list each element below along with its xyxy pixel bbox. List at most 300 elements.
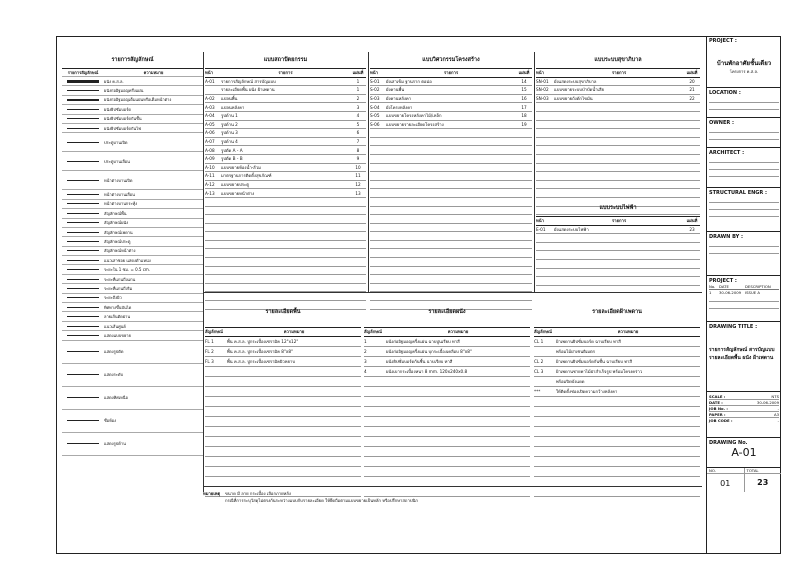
floor-header (205, 327, 361, 337)
legend-meaning: สัญลักษณ์ประตู (104, 238, 131, 244)
empty-row (536, 251, 700, 260)
date-label: DATE : (709, 400, 723, 405)
arch-cell: A-10 (205, 164, 215, 170)
drawn-label: DRAWN BY : (709, 234, 743, 240)
empty-row (536, 146, 700, 155)
legend-header-symbol: รายการสัญลักษณ์ (67, 70, 99, 75)
legend-meaning: ระยะถึงผิว (104, 295, 122, 301)
note-label: หมายเหตุ (203, 491, 221, 496)
floor-h-sym: สัญลักษณ์ (205, 329, 223, 335)
empty-row (205, 198, 366, 207)
sanit-cell: 22 (689, 96, 695, 102)
sanit-cell: SN-03 (536, 96, 549, 102)
legend-symbol (62, 209, 104, 217)
empty-row (205, 367, 361, 377)
floor-rows (205, 337, 361, 497)
arch-cell: รูปด้าน 2 (221, 121, 238, 127)
empty-row (205, 387, 361, 397)
struct-row (370, 86, 532, 95)
empty-row (370, 275, 532, 284)
legend-symbol (62, 200, 104, 208)
legend-meaning: ชื่อห้อง (104, 418, 117, 424)
struct-cell: S-03 (370, 96, 380, 102)
empty-row (205, 397, 361, 407)
legend-title: รายการสัญลักษณ์ (111, 57, 154, 63)
sanit-row (536, 86, 700, 95)
arch-row (205, 121, 366, 130)
arch-cell: 5 (356, 121, 360, 127)
sanit-cell: แบบขยายระบบบำบัดน้ำเสีย (554, 87, 604, 93)
sanit-rows (536, 78, 700, 216)
legend-meaning: แสดงแบบขยาย (104, 332, 131, 338)
empty-row (364, 427, 530, 437)
sanit-h-no: หน้า (536, 70, 544, 76)
legend-meaning: หน้าต่างบานเลื่อน (104, 192, 135, 198)
struct-h-item: รายการ (443, 70, 459, 76)
legend-symbol (62, 190, 104, 198)
sanit-cell: 20 (689, 78, 695, 84)
empty-row (205, 437, 361, 447)
legend-meaning: ทิศทางขึ้นบันได (104, 304, 132, 310)
ceil-cell: พร้อมปิดบังแดด (556, 378, 585, 384)
legend-header-meaning: ความหมาย (143, 70, 164, 75)
arch-row (205, 189, 366, 198)
legend-symbol (62, 312, 104, 320)
floor-cell: พื้น ค.ส.ล. ปูกระเบื้องเซรามิคผิวหยาบ (227, 358, 296, 364)
empty-row (370, 249, 532, 258)
legend-symbol (62, 294, 104, 302)
revision-block (707, 276, 781, 322)
legend-symbol (62, 124, 104, 132)
arch-h-no: หน้า (205, 70, 213, 76)
legend-row (62, 275, 203, 284)
empty-row (536, 243, 700, 252)
empty-row (536, 260, 700, 269)
location-block (707, 88, 781, 118)
wall-h-sym: สัญลักษณ์ (364, 329, 382, 335)
note-block (203, 486, 702, 504)
title-block (706, 36, 781, 554)
arch-title: แบบสถาปัตยกรรม (263, 57, 308, 63)
legend-symbol (62, 284, 104, 292)
ceil-cell: ฝ้าเพดานยิปซั่มบอร์ด ฉาบเรียบ ทาสี (556, 338, 621, 344)
empty-row (364, 387, 530, 397)
arch-table (205, 68, 366, 310)
empty-row (534, 437, 700, 447)
empty-row (205, 427, 361, 437)
ceil-cell: พร้อมไม้ฝาเซนติเมตร (556, 348, 595, 354)
empty-row (364, 447, 530, 457)
empty-row (370, 164, 532, 173)
arch-cell: A-06 (205, 130, 215, 136)
rev-h-desc: DESCRIPTION (745, 284, 771, 289)
project-sub: โครงการ ค.ส.ล. (729, 69, 759, 74)
struct-row (370, 95, 532, 104)
legend-meaning: ระยะที่แกนถึงริม (104, 285, 133, 291)
struct-row (370, 78, 532, 87)
sanit-cell: SN-02 (536, 87, 549, 93)
elec-cell: ผังแสดงระบบไฟฟ้า (554, 226, 589, 232)
wall-cell: 3 (364, 358, 367, 364)
sanit-title: แบบระบบสุขาภิบาล (594, 57, 642, 63)
empty-row (536, 234, 700, 243)
ceil-row (534, 347, 700, 357)
legend-meaning: ผนังก่ออิฐมอญเต็มแผ่นหรือเต็มหน้าต่าง (104, 97, 172, 103)
wall-header (364, 327, 530, 337)
legend-row (62, 105, 203, 114)
wall-row (364, 337, 530, 347)
scale-label: SCALE : (709, 394, 726, 399)
struct-table (370, 68, 532, 310)
arch-cell: 3 (356, 104, 360, 110)
struct-row (370, 112, 532, 121)
empty-row (364, 377, 530, 387)
empty-row (205, 207, 366, 216)
legend-meaning: ผนังยิปซั่มบอร์ดกันไฟ (104, 125, 141, 131)
empty-row (205, 467, 361, 477)
rev-no: 1 (709, 290, 712, 295)
empty-row (370, 241, 532, 250)
wall-row (364, 357, 530, 367)
wall-cell: 1 (364, 338, 367, 344)
sanit-row (536, 78, 700, 87)
empty-row (205, 249, 366, 258)
no-label: NO. (709, 468, 716, 473)
empty-row (370, 207, 532, 216)
arch-cell: 7 (356, 139, 360, 145)
drawing-no: A-01 (731, 446, 757, 459)
empty-row (205, 215, 366, 224)
empty-row (534, 407, 700, 417)
empty-row (536, 155, 700, 164)
arch-row (205, 129, 366, 138)
empty-row (205, 447, 361, 457)
wall-cell: ผนังก่ออิฐมอญครึ่งแผ่น ฉาบปูนเรียบ ทาสี (386, 338, 460, 344)
elec-cell: E-01 (536, 226, 546, 232)
legend-meaning: ระยะใน 1 ซม. = 0.5 cm. (104, 267, 151, 273)
empty-row (534, 397, 700, 407)
empty-row (370, 232, 532, 241)
empty-row (205, 241, 366, 250)
legend-symbol (62, 105, 104, 113)
floor-cell: พื้น ค.ส.ล. ปูกระเบื้องเซรามิค 12"x12" (227, 338, 299, 344)
legend-symbol (62, 237, 104, 245)
floor-cell: FL 3 (205, 358, 214, 364)
legend-row (62, 322, 203, 331)
ceil-cell: ให้ติดตั้งช่องเปิดความกว้างหลังคา (556, 388, 618, 394)
legend-symbol (62, 364, 104, 386)
empty-row (536, 277, 700, 286)
arch-cell: แบบขยายประตู (221, 182, 250, 188)
owner-block (707, 118, 781, 148)
legend-meaning: หน้าต่างบานกระทุ้ง (104, 201, 138, 207)
legend-meaning: ระยะที่แกนถึงแกน (104, 276, 136, 282)
legend-symbol (62, 433, 104, 455)
legend-meaning: แสดงรูปด้าน (104, 441, 126, 447)
legend-symbol (62, 275, 104, 283)
legend-header (62, 68, 203, 77)
legend-symbol (62, 256, 104, 264)
sanit-header (536, 68, 700, 78)
sheet-total: 23 (744, 474, 782, 492)
arch-cell: รูปตัด B - B (221, 156, 243, 162)
arch-row (205, 86, 366, 95)
rev-desc: ISSUE A (745, 290, 760, 295)
legend-row (62, 364, 203, 387)
architect-label: ARCHITECT : (709, 150, 745, 156)
legend-symbol (62, 322, 104, 330)
ceil-table (534, 327, 700, 497)
empty-row (370, 189, 532, 198)
legend-row (62, 77, 203, 86)
architect-block (707, 148, 781, 188)
project-name: บ้านพักอาศัยชั้นเดียว (716, 60, 772, 67)
legend-symbol (62, 331, 104, 339)
empty-row (536, 103, 700, 112)
divider-3 (534, 52, 535, 292)
legend-meaning: ประตูบานเลื่อน (104, 158, 130, 164)
legend-row (62, 387, 203, 410)
legend-symbol (62, 152, 104, 170)
elec-title: แบบระบบไฟฟ้า (599, 205, 637, 211)
arch-cell: A-13 (205, 190, 215, 196)
empty-row (205, 224, 366, 233)
struct-cell: แบบขยายรายละเอียดโครงสร้าง (386, 121, 444, 127)
floor-table (205, 327, 361, 497)
legend-rows (62, 77, 203, 456)
struct-cell: 14 (521, 78, 527, 84)
arch-cell: มาตรฐานการติดตั้งสุขภัณฑ์ (221, 173, 272, 179)
sheet-no: 01 (720, 478, 731, 488)
empty-row (536, 189, 700, 198)
empty-row (205, 232, 366, 241)
legend-row (62, 303, 203, 312)
arch-cell: แบบขยายห้องน้ำ-ส้วม (221, 164, 261, 170)
wall-rows (364, 337, 530, 497)
drawing-title-text-2: รายละเอียดพื้น ผนัง ฝ้าเพดาน (709, 355, 774, 361)
legend-row (62, 284, 203, 293)
legend-meaning: สัญลักษณ์พื้น (104, 210, 127, 216)
empty-row (370, 198, 532, 207)
empty-row (370, 267, 532, 276)
note-text-1: ขนาด มี ลาย กระเบื้อง เลือกภายหลัง (225, 491, 291, 496)
empty-row (534, 457, 700, 467)
empty-row (370, 172, 532, 181)
drawn-block (707, 232, 781, 276)
lower-divider (203, 292, 702, 293)
arch-cell: A-09 (205, 156, 215, 162)
ceil-row (534, 377, 700, 387)
struct-cell: S-06 (370, 121, 380, 127)
arch-row (205, 95, 366, 104)
arch-cell: 6 (356, 130, 360, 136)
arch-row (205, 112, 366, 121)
wall-cell: 4 (364, 368, 367, 374)
arch-row (205, 164, 366, 173)
arch-row (205, 155, 366, 164)
ceil-row (534, 387, 700, 397)
empty-row (364, 437, 530, 447)
owner-label: OWNER : (709, 120, 734, 126)
empty-row (536, 172, 700, 181)
struct-title: แบบวิศวกรรมโครงสร้าง (422, 57, 480, 63)
wall-row (364, 367, 530, 377)
empty-row (205, 275, 366, 284)
empty-row (370, 129, 532, 138)
empty-row (205, 407, 361, 417)
empty-row (364, 407, 530, 417)
struct-row (370, 103, 532, 112)
empty-row (370, 146, 532, 155)
arch-rows (205, 78, 366, 310)
rev-date: 30-06-2009 (719, 290, 742, 295)
empty-row (370, 224, 532, 233)
arch-cell: 1 (356, 78, 360, 84)
ceil-row (534, 357, 700, 367)
arch-cell: A-07 (205, 139, 215, 145)
struct-h-no: หน้า (370, 70, 378, 76)
legend-table (62, 68, 203, 456)
floor-row (205, 337, 361, 347)
legend-meaning: แสดงรูปตัด (104, 349, 124, 355)
total-label: TOTAL (744, 468, 782, 473)
legend-row (62, 209, 203, 218)
legend-row (62, 247, 203, 256)
sanit-cell: 21 (689, 87, 695, 93)
legend-symbol (62, 303, 104, 311)
struct-cell: ผังโครงหลังคา (386, 104, 413, 110)
empty-row (205, 258, 366, 267)
project-label: PROJECT : (709, 38, 737, 44)
ceil-h-sym: สัญลักษณ์ (534, 329, 552, 335)
empty-row (205, 267, 366, 276)
legend-symbol (62, 410, 104, 432)
struct-cell: S-04 (370, 104, 380, 110)
legend-meaning: สัญลักษณ์ผนัง (104, 220, 129, 226)
divider-1 (203, 52, 204, 492)
arch-cell: A-12 (205, 182, 215, 188)
jobcode-label: JOB CODE : (709, 418, 733, 423)
elec-table (536, 216, 700, 286)
rev-h-no: No. (709, 284, 716, 289)
empty-row (536, 138, 700, 147)
struct-cell: 17 (521, 104, 527, 110)
empty-row (370, 138, 532, 147)
floor-cell: พื้น ค.ส.ล. ปูกระเบื้องเซรามิค 8"x8" (227, 348, 293, 354)
empty-row (370, 155, 532, 164)
ceil-rows (534, 337, 700, 497)
legend-symbol (62, 247, 104, 255)
struct-cell: 18 (521, 113, 527, 119)
arch-cell: รูปด้าน 4 (221, 139, 238, 145)
job-label: JOB No. : (709, 406, 728, 411)
empty-row (364, 397, 530, 407)
legend-meaning: ผนัง ค.ส.ล. (104, 78, 124, 84)
legend-row (62, 265, 203, 274)
wall-cell: ผนังเบากระเบื้องหนา 8 mm. 120x240x0.8 (386, 368, 468, 374)
empty-row (370, 181, 532, 190)
floor-cell: FL 1 (205, 338, 214, 344)
arch-row (205, 172, 366, 181)
arch-h-sheet: แผ่นที่ (352, 70, 364, 76)
struct-cell: ผังคานหลังคา (386, 96, 412, 102)
arch-cell: แปลนหลังคา (221, 104, 245, 110)
wall-cell: ผนังยิปซั่มบอร์ดกันชื้น ฉาบเรียบ ทาสี (386, 358, 453, 364)
legend-row (62, 115, 203, 124)
drawing-title-block (707, 322, 781, 392)
empty-row (370, 258, 532, 267)
struct-cell: S-02 (370, 87, 380, 93)
empty-row (364, 457, 530, 467)
arch-h-item: รายการ (278, 70, 293, 76)
struct-cell: ผังเสาเข็ม ฐานราก ตอม่อ (386, 78, 432, 84)
legend-symbol (62, 219, 104, 227)
floor-title: รายละเอียดพื้น (265, 309, 301, 315)
wall-cell: ผนังก่ออิฐมอญครึ่งแผ่น บุกระเบื้องเคลือบ 8"x8" (386, 348, 472, 354)
struct-cell: 15 (521, 87, 527, 93)
legend-meaning: ผนังยิปซั่มบอร์ด (104, 106, 131, 112)
legend-meaning: แสดงระดับ (104, 372, 124, 378)
legend-symbol (62, 387, 104, 409)
legend-row (62, 96, 203, 105)
ceil-cell: *** (534, 388, 541, 394)
project2-label: PROJECT : (709, 278, 737, 284)
arch-cell: A-05 (205, 121, 215, 127)
empty-row (370, 292, 532, 301)
legend-symbol (62, 265, 104, 273)
legend-meaning: แนวเส้นศูนย์ (104, 323, 126, 329)
job-value: - (777, 406, 779, 411)
empty-row (534, 417, 700, 427)
arch-row (205, 138, 366, 147)
legend-row (62, 237, 203, 246)
ceil-cell: CL 1 (534, 338, 544, 344)
arch-cell: รูปด้าน 1 (221, 113, 238, 119)
struct-cell: S-01 (370, 78, 380, 84)
legend-row (62, 256, 203, 265)
arch-cell: 10 (355, 164, 361, 170)
elec-cell: 23 (689, 226, 695, 232)
ceil-cell: ฝ้าเพดานยิปซั่มบอร์ดกันชื้น ฉาบเรียบ ทาสี (556, 358, 632, 364)
arch-cell: รายละเอียดพื้น ผนัง ฝ้าเพดาน (221, 87, 275, 93)
scale-value: NTS (771, 394, 779, 399)
legend-row (62, 312, 203, 321)
drawing-no-block (707, 438, 781, 468)
arch-cell: A-03 (205, 104, 215, 110)
arch-cell: แปลนพื้น (221, 96, 238, 102)
empty-row (364, 417, 530, 427)
wall-cell: 2 (364, 348, 367, 354)
legend-symbol (62, 133, 104, 151)
wall-row (364, 347, 530, 357)
empty-row (536, 121, 700, 130)
arch-cell: แบบขยายหน้าต่าง (221, 190, 255, 196)
floor-row (205, 347, 361, 357)
structural-label: STRUCTURAL ENGR : (709, 190, 768, 196)
arch-cell: รูปตัด A - A (221, 147, 243, 153)
empty-row (534, 427, 700, 437)
empty-row (534, 467, 700, 477)
legend-meaning: แสดงทิศเหนือ (104, 395, 128, 401)
divider-2 (368, 52, 369, 292)
drawing-title-label: DRAWING TITLE : (709, 324, 758, 330)
date-value: 30-06-2009 (756, 400, 779, 405)
arch-cell: A-11 (205, 173, 215, 179)
legend-row (62, 433, 203, 456)
struct-h-sheet: แผ่นที่ (518, 70, 530, 76)
legend-row (62, 200, 203, 209)
legend-symbol (62, 171, 104, 189)
